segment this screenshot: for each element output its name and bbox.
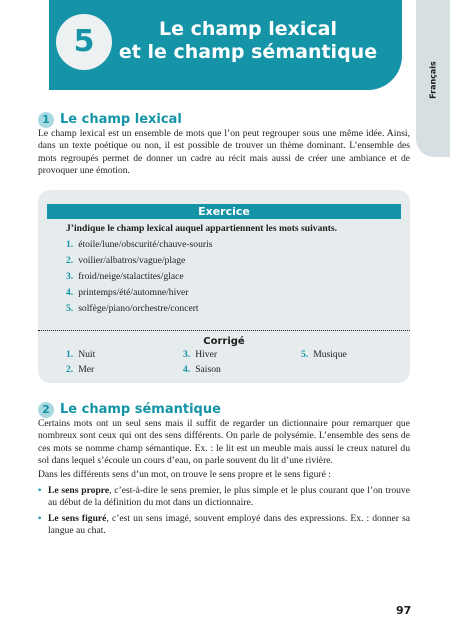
answer-item-number: 1. [66,349,74,360]
answer-divider [38,330,410,331]
bullet-term: Le sens propre [48,485,110,496]
answer-item-text: Nuit [78,349,96,360]
section-2-number-badge: 2 [38,402,54,418]
chapter-number-badge: 5 [56,14,112,70]
section-1-paragraph: Le champ lexical est un ensemble de mots que l’on peut regrouper sous une même idée. Ainsi, dans un texte poétique ou non, il est possible de trouver un thème dominant. L’ensemble des mots regroupés permet de donner un cadre au récit mais aussi de créer une ambiance et de provoquer une émotion. [38,128,410,177]
answer-item-text: Saison [195,364,221,375]
exercise-header: Exercice [47,204,401,219]
bullet-term: Le sens figuré [48,513,107,524]
exercise-item [66,287,189,299]
exercise-item [66,239,212,251]
chapter-title [118,18,378,64]
answer-title: Corrigé [203,336,245,347]
exercise-item-number: 1. [66,239,74,250]
bullet-text: , c’est-à-dire le sens premier, le plus simple et le plus courant que l’on trouve au début de la définition du mot dans un dictionnaire. [48,485,410,509]
answer-item [66,349,95,361]
bullet-item [38,513,410,538]
page-number: 97 [396,604,412,617]
exercise-item [66,271,184,283]
subject-side-tab-label: Français [428,61,438,99]
section-2-title: Le champ sémantique [60,402,221,417]
answer-item-number: 4. [183,364,191,375]
answer-item [301,349,347,361]
section-2-paragraph-1: Certains mots ont un seul sens mais il suffit de regarder un dictionnaire pour remarquer que nombreux sont ceux qui ont des sens différents. On parle de polysémie. L’ensemble des sens de ces mots se nomme champ sémantique. Ex. : le lit est un meuble mais aussi le creux naturel du sol dans lequel s’écoule un cours d’eau, on parle souvent du lit d’une rivière. [38,418,410,467]
exercise-item [66,303,199,315]
exercise-item [66,255,185,267]
bullet-icon: • [38,485,42,496]
exercise-item-number: 5. [66,303,74,314]
section-1-title: Le champ lexical [60,112,182,127]
exercise-item-text: froid/neige/stalactites/glace [78,271,184,282]
section-1-number-badge: 1 [38,112,54,128]
bullet-text: , c’est un sens imagé, souvent employé dans des expressions. Ex. : donner sa langue au chat. [48,513,410,537]
answer-item [183,364,221,376]
answer-item-text: Musique [313,349,347,360]
exercise-item-text: solfège/piano/orchestre/concert [78,303,199,314]
section-2-paragraph-2: Dans les différents sens d’un mot, on trouve le sens propre et le sens figuré : [38,469,331,480]
exercise-item-number: 3. [66,271,74,282]
subject-side-tab-label-wrap [416,60,450,100]
exercise-item-number: 4. [66,287,74,298]
exercise-item-text: printemps/été/automne/hiver [78,287,189,298]
exercise-item-text: étoile/lune/obscurité/chauve-souris [78,239,213,250]
answer-item-number: 5. [301,349,309,360]
answer-item-text: Mer [78,364,95,375]
answer-item-text: Hiver [195,349,218,360]
answer-item [183,349,217,361]
answer-item [66,364,94,376]
chapter-title-line-1: Le champ lexical [159,18,337,40]
answer-item-number: 2. [66,364,74,375]
chapter-title-line-2: et le champ sémantique [118,41,378,63]
exercise-item-number: 2. [66,255,74,266]
bullet-icon: • [38,513,42,524]
bullet-item [38,485,410,510]
answer-item-number: 3. [183,349,191,360]
exercise-instruction: J’indique le champ lexical auquel appartiennent les mots suivants. [66,223,338,234]
exercise-item-text: voilier/albatros/vague/plage [78,255,186,266]
